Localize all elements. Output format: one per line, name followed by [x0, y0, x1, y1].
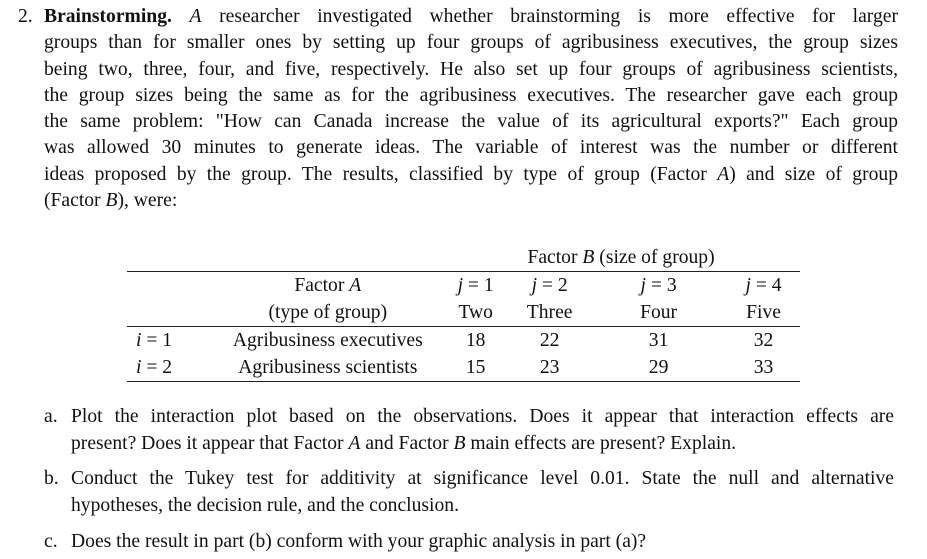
table-cell: 22 — [539, 330, 560, 351]
column-index: j = 1 — [442, 272, 509, 300]
column-label: Two — [442, 299, 509, 327]
row-label: Agribusiness executives — [232, 330, 423, 351]
table-cell: 32 — [753, 330, 774, 351]
problem-line: the same problem: "How can Canada increase the value of its agricultural exports?" Each group — [44, 111, 898, 133]
table-cell: 23 — [509, 354, 590, 382]
problem-first-line — [18, 4, 898, 30]
column-index: j = 2 — [509, 272, 590, 300]
factor-b-header: Factor B (size of group) — [527, 247, 715, 268]
question-line: Does the result in part (b) conform with your graphic analysis in part (a)? — [71, 531, 647, 552]
question-c — [44, 529, 894, 556]
table-row — [127, 354, 800, 382]
question-label: a. — [44, 406, 58, 427]
question-label: c. — [44, 531, 58, 552]
table-cell: 18 — [465, 330, 486, 351]
question-line: hypotheses, the decision rule, and the conclusion. — [71, 494, 459, 516]
problem-line: the group sizes being the same as for the agribusiness executives. The researcher gave each group — [44, 84, 898, 106]
question-a — [44, 404, 894, 457]
table-header-row — [127, 272, 800, 300]
question-line: present? Does it appear that Factor A and Factor B main effects are present? Explain. — [71, 432, 737, 454]
table-header-row — [127, 244, 800, 272]
table-row — [127, 327, 800, 355]
table-header-row — [127, 299, 800, 327]
question-label: b. — [44, 468, 59, 489]
row-index: i = 1 — [136, 330, 173, 351]
row-label: Agribusiness scientists — [214, 354, 443, 382]
table-cell: 29 — [590, 354, 727, 382]
problem-line: was allowed 30 minutes to generate ideas. The variable of interest was the number or different — [44, 137, 898, 159]
problem-line: being two, three, four, and five, respectively. He also set up four groups of agribusiness scientists, — [44, 58, 898, 80]
question-b — [44, 466, 894, 519]
column-index: j = 4 — [727, 272, 800, 300]
column-label: Five — [727, 299, 800, 327]
column-index: j = 3 — [590, 272, 727, 300]
table-cell: 33 — [727, 354, 800, 382]
problem-line: groups than for smaller ones by setting up four groups of agribusiness executives, the group sizes — [44, 32, 898, 54]
table-cell: 31 — [648, 330, 669, 351]
table-cell: 15 — [442, 354, 509, 382]
problem-line: ideas proposed by the group. The results, classified by type of group (Factor A) and size of group — [44, 163, 899, 185]
factor-a-subheader: (type of group) — [214, 299, 443, 327]
column-label: Three — [509, 299, 590, 327]
row-index: i = 2 — [127, 354, 214, 382]
problem-title: Brainstorming. — [44, 6, 172, 27]
problem-line: A researcher investigated whether brainstorming is more effective for larger — [189, 6, 898, 27]
problem-line: (Factor B), were: — [44, 190, 178, 212]
problem-statement — [18, 4, 898, 214]
factor-a-header: Factor A — [214, 272, 443, 300]
question-line: Conduct the Tukey test for additivity at significance level 0.01. State the null and alternative — [71, 468, 894, 489]
problem-number: 2. — [18, 6, 33, 27]
column-label: Four — [590, 299, 727, 327]
question-line: Plot the interaction plot based on the observations. Does it appear that interaction effects are — [71, 406, 894, 427]
data-table — [127, 244, 800, 382]
